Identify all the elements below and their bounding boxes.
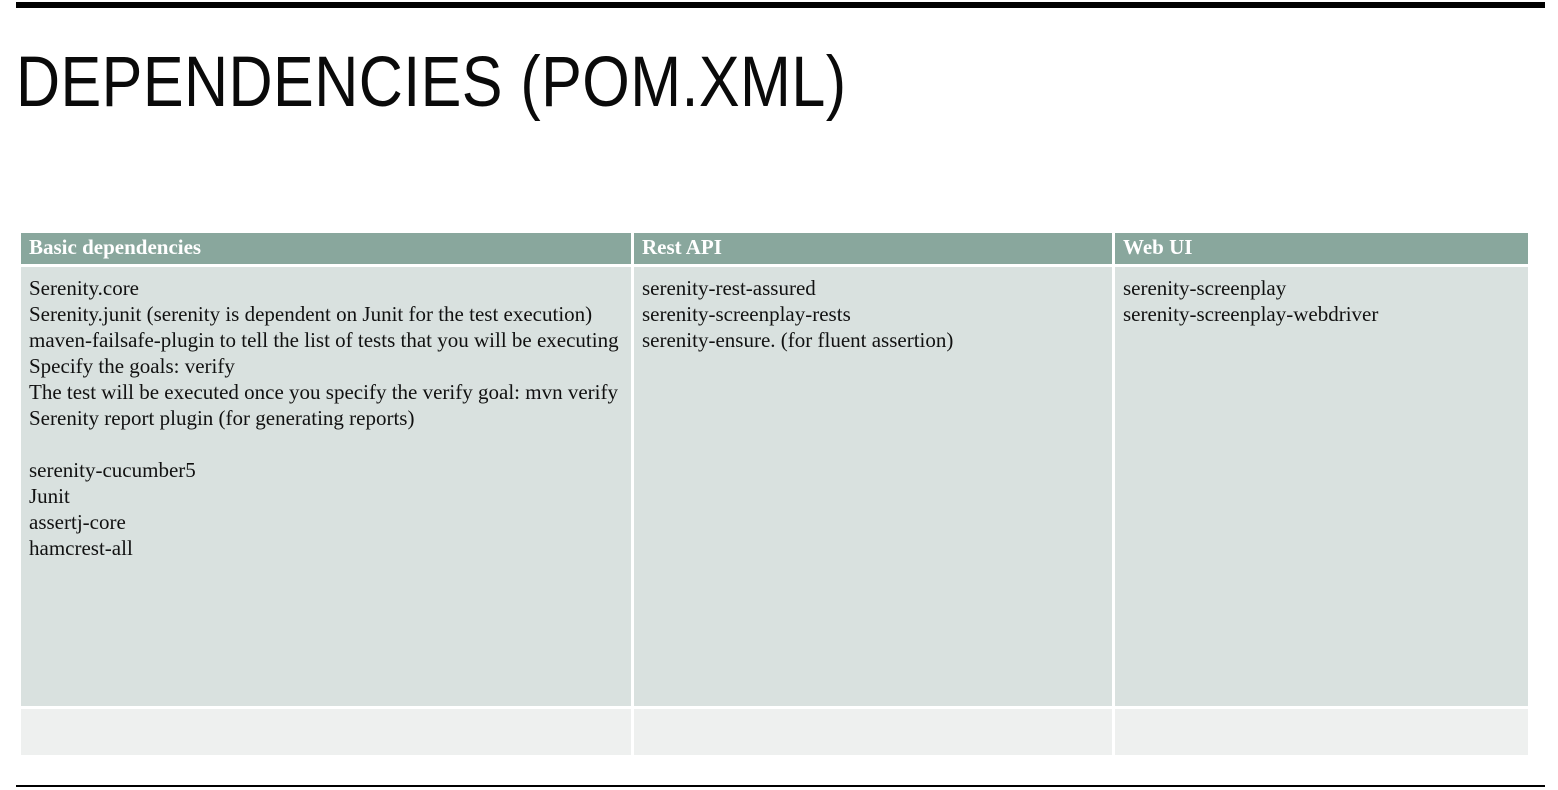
slide-title: DEPENDENCIES (POM.XML): [16, 43, 847, 122]
list-item: Serenity.junit (serenity is dependent on Junit for the test execution): [29, 302, 593, 326]
top-divider: [16, 2, 1545, 8]
dependencies-table: [18, 230, 1531, 758]
list-item: serenity-cucumber5: [29, 458, 196, 482]
list-item: serenity-screenplay-webdriver: [1123, 302, 1379, 326]
list-item: Serenity.core: [29, 276, 140, 300]
bottom-divider: [16, 785, 1545, 787]
list-item: serenity-screenplay-rests: [642, 302, 851, 326]
header-rest-api: Rest API: [633, 232, 1114, 266]
blank-line: [29, 431, 623, 457]
basic-dependencies-cell: [20, 266, 633, 708]
table-header-row: [20, 232, 1530, 266]
list-item: Specify the goals: verify: [29, 354, 235, 378]
empty-cell: [1114, 708, 1530, 757]
header-basic-dependencies: Basic dependencies: [20, 232, 633, 266]
web-ui-cell: [1114, 266, 1530, 708]
list-item: serenity-rest-assured: [642, 276, 816, 300]
list-item: hamcrest-all: [29, 536, 133, 560]
empty-cell: [20, 708, 633, 757]
empty-cell: [633, 708, 1114, 757]
header-web-ui: Web UI: [1114, 232, 1530, 266]
list-item: Junit: [29, 484, 70, 508]
list-item: serenity-ensure. (for fluent assertion): [642, 328, 954, 352]
list-item: serenity-screenplay: [1123, 276, 1287, 300]
list-item: assertj-core: [29, 510, 126, 534]
list-item: The test will be executed once you specify the verify goal: mvn verify: [29, 380, 618, 404]
rest-api-cell: [633, 266, 1114, 708]
list-item: maven-failsafe-plugin to tell the list of tests that you will be executing: [29, 328, 619, 352]
list-item: Serenity report plugin (for generating reports): [29, 406, 415, 430]
table-row: [20, 266, 1530, 708]
empty-table-row: [20, 708, 1530, 757]
